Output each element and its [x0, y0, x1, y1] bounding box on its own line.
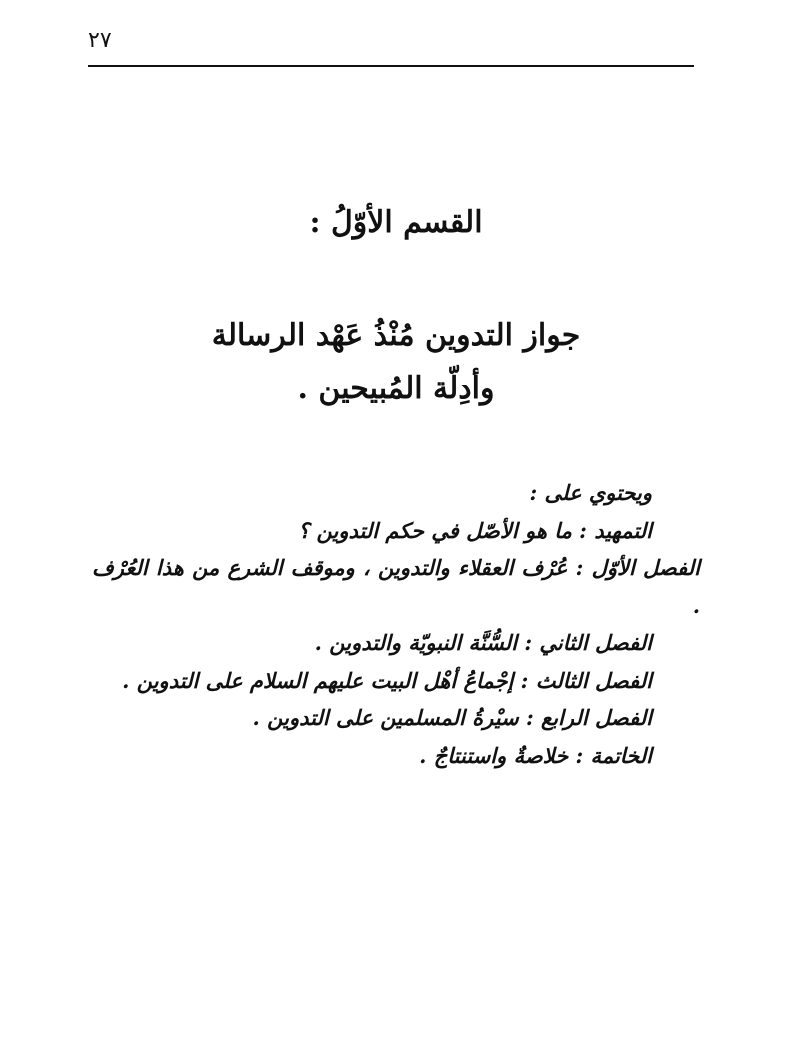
contents-list [92, 474, 700, 774]
contents-intro: ويحتوي على : [529, 480, 652, 505]
section-title-line-1: جواز التدوين مُنْذُ عَهْد الرسالة [211, 318, 581, 353]
section-title [0, 310, 792, 415]
contents-item-chapter-1: الفصل الأوّل : عُرْف العقلاء والتدوين ، وموقف الشرع من هذا العُرْف . [92, 555, 700, 618]
contents-item-chapter-4: الفصل الرابع : سيْرةُ المسلمين على التدوين . [252, 705, 652, 730]
contents-item-preface: التمهيد : ما هو الأصّل في حكم التدوين ؟ [298, 517, 652, 543]
contents-item-chapter-2: الفصل الثاني : السُّنَّة النبويّة والتدوين . [314, 630, 652, 655]
section-heading: القسم الأوّلُ : [309, 205, 483, 240]
contents-item-conclusion: الخاتمة : خلاصةٌ واستنتاجٌ . [419, 742, 652, 768]
page-number: ٢٧ [88, 28, 112, 53]
contents-item-chapter-3: الفصل الثالث : إجْماعُ أهْل البيت عليهم السلام على التدوين . [122, 667, 652, 693]
section-title-line-2: وأدِلّة المُبيحين . [297, 370, 495, 406]
header-rule [88, 65, 694, 67]
